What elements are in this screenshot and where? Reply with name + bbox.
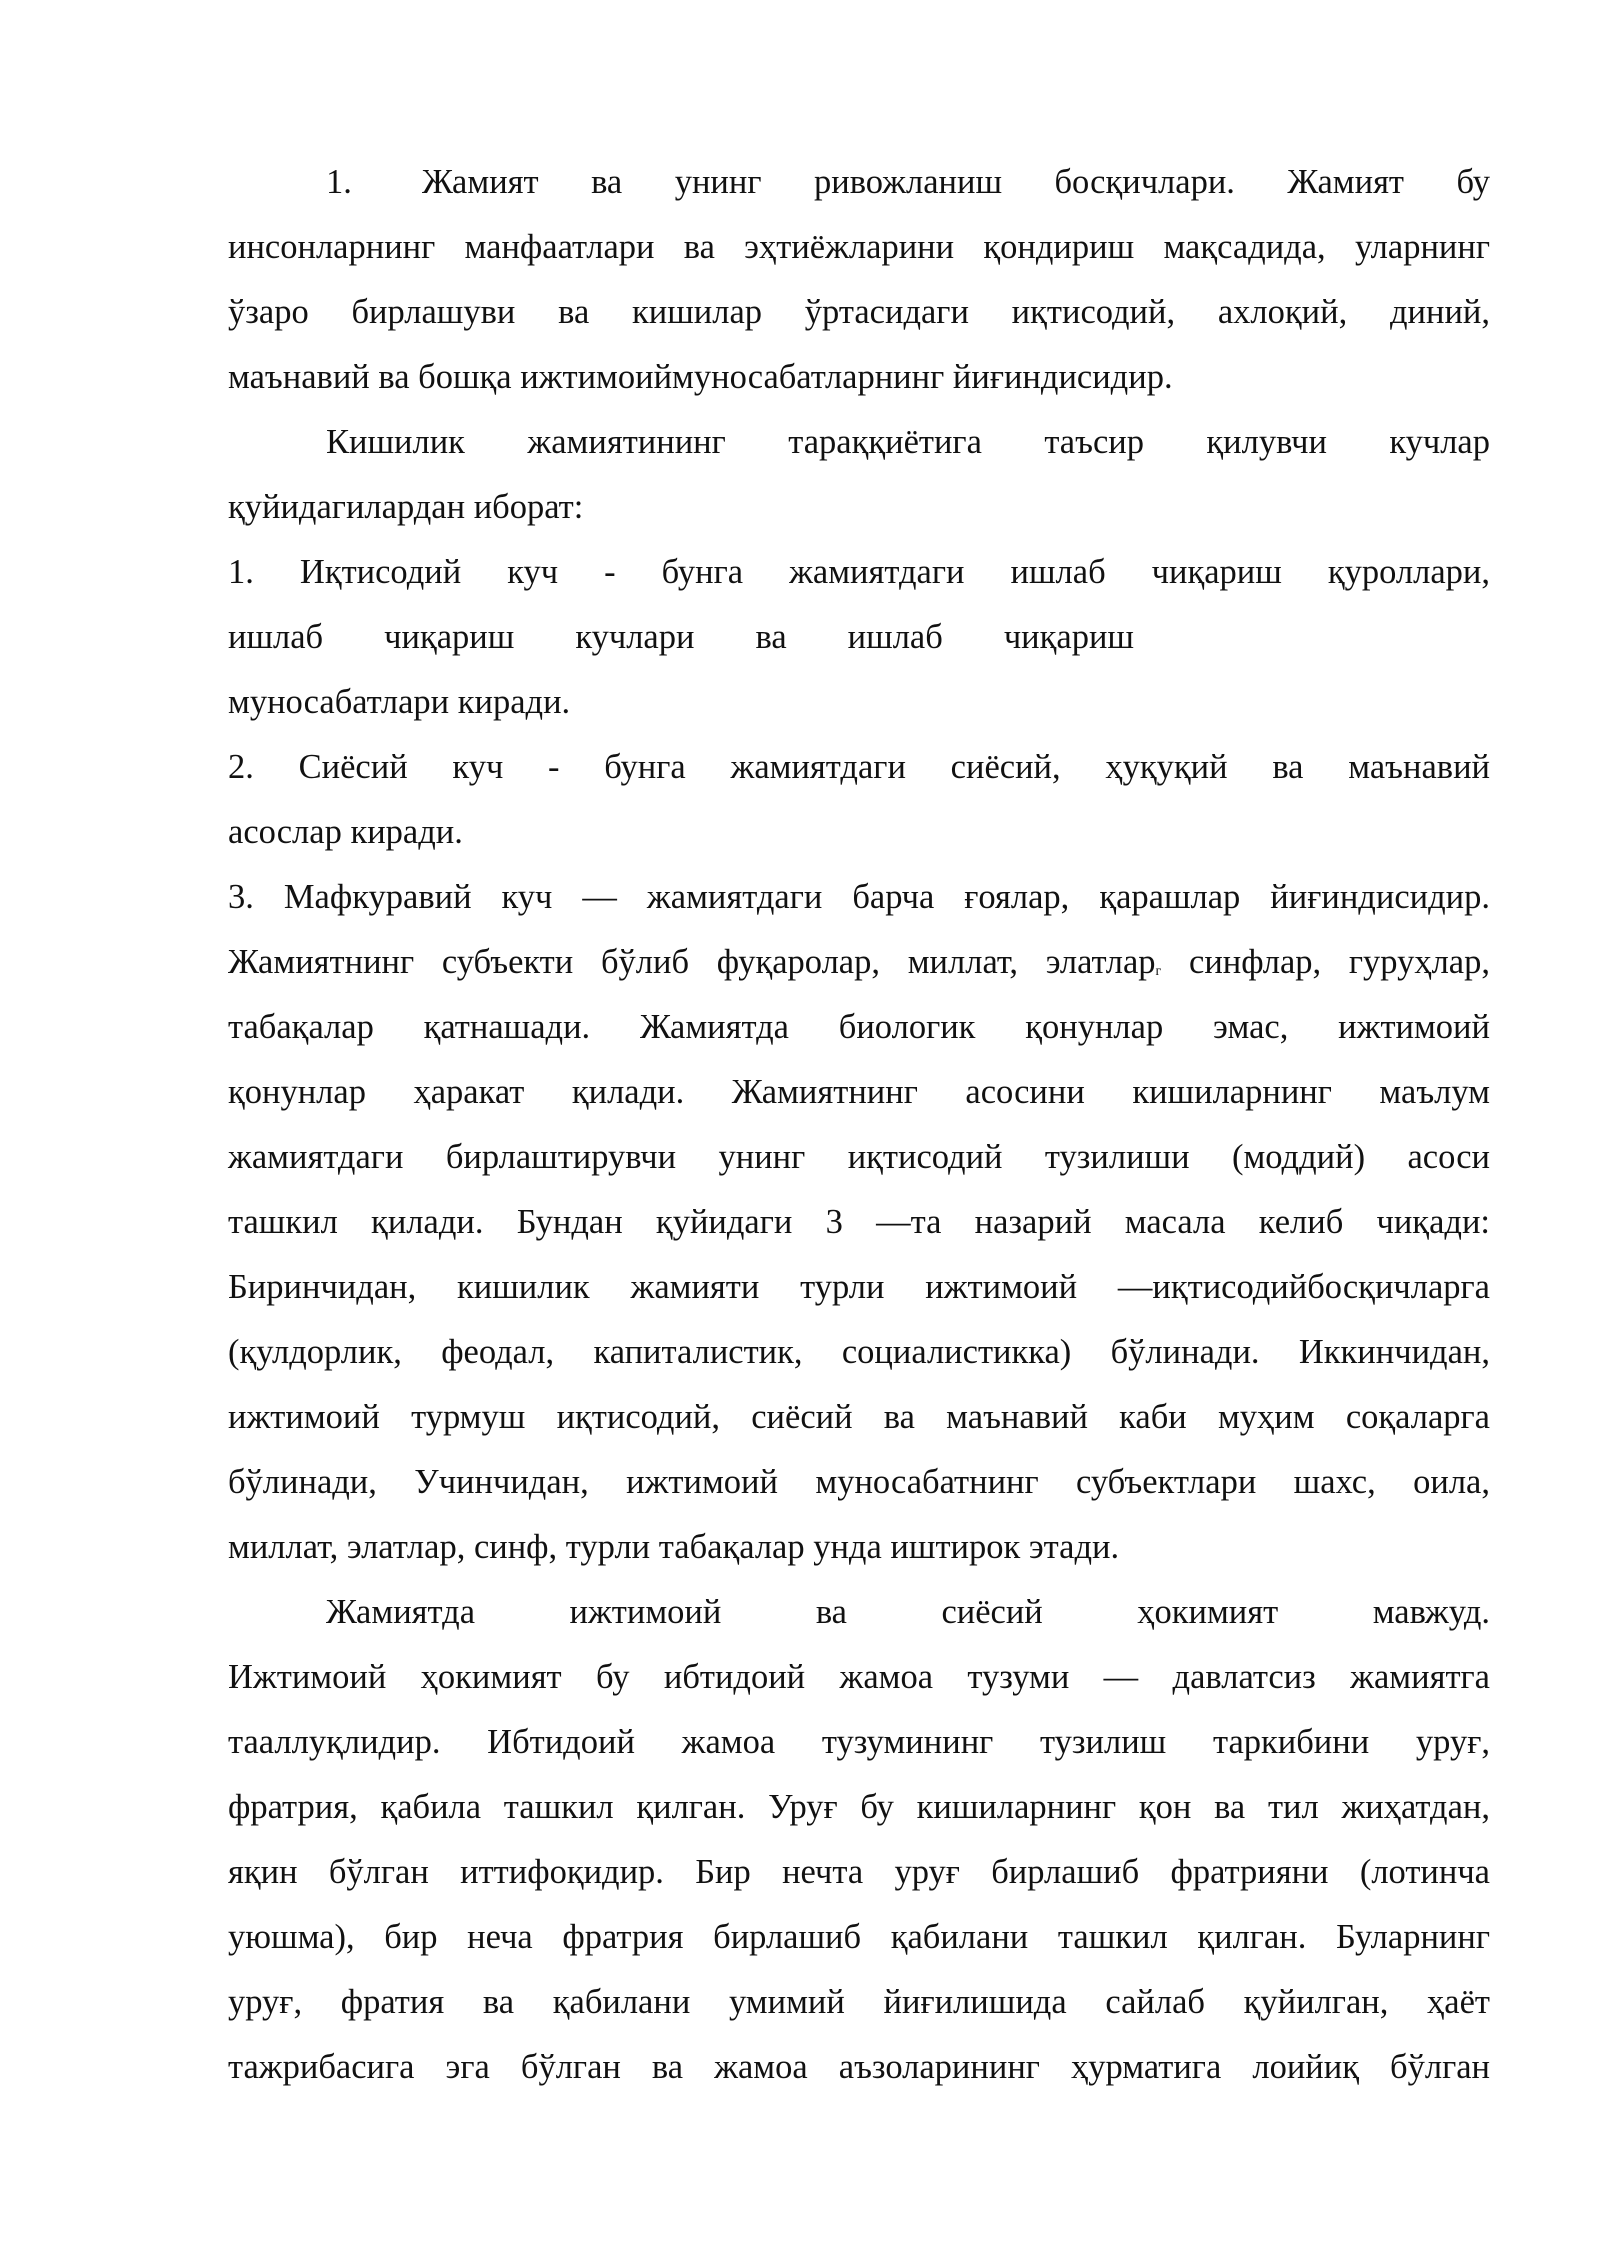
heading-line: [228, 150, 1490, 215]
forces-intro-paragraph: [228, 410, 1490, 540]
document-page: [228, 150, 1490, 2100]
text-segment: синфлар, гуруҳлар,: [1161, 943, 1490, 981]
text-line: ишлаб чиқариш кучлари ва ишлаб чиқариш: [228, 618, 1134, 656]
heading-title: Жамият ва унинг ривожланиш босқичлари.: [422, 163, 1235, 201]
text-line: яқин бўлган иттифоқидир. Бир нечта уруғ бирлашиб фратрияни (лотинча: [228, 1853, 1490, 1891]
list-item: [228, 865, 1490, 1580]
list-item: [228, 735, 1490, 865]
text-line: ўзаро бирлашуви ва кишилар ўртасидаги иқтисодий, ахлоқий, диний,: [228, 293, 1490, 331]
text-line: тааллуқлидир. Ибтидоий жамоа тузумининг тузилиш таркибини уруғ,: [228, 1723, 1490, 1761]
text-line: инсонларнинг манфаатлари ва эҳтиёжларини қондириш мақсадида, уларнинг: [228, 228, 1490, 266]
text-line: (қулдорлик, феодал, капиталистик, социалистикка) бўлинади. Иккинчидан,: [228, 1333, 1490, 1371]
text-line: 2. Сиёсий куч - бунга жамиятдаги сиёсий, ҳуқуқий ва маънавий: [228, 748, 1490, 786]
text-line: 1. Иқтисодий куч - бунга жамиятдаги ишлаб чиқариш қуроллари,: [228, 553, 1490, 591]
text-line: тажрибасига эга бўлган ва жамоа аъзоларининг ҳурматига лоийиқ бўлган: [228, 2048, 1490, 2086]
text-line: бўлинади, Учинчидан, ижтимоий муносабатнинг субъектлари шахс, оила,: [228, 1463, 1490, 1501]
text-line: фратрия, қабила ташкил қилган. Уруғ бу кишиларнинг қон ва тил жиҳатдан,: [228, 1788, 1490, 1826]
text-line: Биринчидан, кишилик жамияти турли ижтимоий —иқтисодийбосқичларга: [228, 1268, 1490, 1306]
text-line: табақалар қатнашади. Жамиятда биологик қонунлар эмас, ижтимоий: [228, 1008, 1490, 1046]
text-line: уруғ, фратия ва қабилани умимий йиғилишида сайлаб қуйилган, ҳаёт: [228, 1983, 1490, 2021]
text-line: миллат, элатлар, синф, турли табақалар унда иштирок этади.: [228, 1528, 1120, 1566]
heading-rest: Жамият бу: [1287, 163, 1490, 201]
subscript-mark: г: [1155, 964, 1162, 979]
text-line: жамиятдаги бирлаштирувчи унинг иқтисодий тузилиши (моддий) асоси: [228, 1138, 1490, 1176]
text-line: 3. Мафкуравий куч — жамиятдаги барча ғоялар, қарашлар йиғиндисидир.: [228, 878, 1490, 916]
text-line: маънавий ва бошқа ижтимоиймуносабатларнинг йиғиндисидир.: [228, 358, 1173, 396]
text-line: Кишилик жамиятининг тараққиётига таъсир қилувчи кучлар: [326, 423, 1490, 461]
text-segment: Жамиятнинг субъекти бўлиб фуқаролар, миллат, элатлар: [228, 943, 1156, 981]
text-line: Ижтимоий ҳокимият бу ибтидоий жамоа тузуми — давлатсиз жамиятга: [228, 1658, 1490, 1696]
heading-number: 1.: [326, 163, 352, 201]
text-line: ташкил қилади. Бундан қуйидаги 3 —та назарий масала келиб чиқади:: [228, 1203, 1490, 1241]
list-item: [228, 540, 1490, 735]
heading-paragraph: [228, 150, 1490, 410]
text-line: уюшма), бир неча фратрия бирлашиб қабилани ташкил қилган. Буларнинг: [228, 1918, 1490, 1956]
text-line: Жамиятда ижтимоий ва сиёсий ҳокимият мавжуд.: [326, 1593, 1490, 1631]
text-line: қонунлар ҳаракат қилади. Жамиятнинг асосини кишиларнинг маълум: [228, 1073, 1490, 1111]
text-line: асослар киради.: [228, 813, 463, 851]
text-line: муносабатлари киради.: [228, 683, 571, 721]
text-line: [228, 930, 1490, 995]
text-line: ижтимоий турмуш иқтисодий, сиёсий ва маънавий каби муҳим соқаларга: [228, 1398, 1490, 1436]
text-line: қуйидагилардан иборат:: [228, 488, 584, 526]
power-paragraph: [228, 1580, 1490, 2100]
